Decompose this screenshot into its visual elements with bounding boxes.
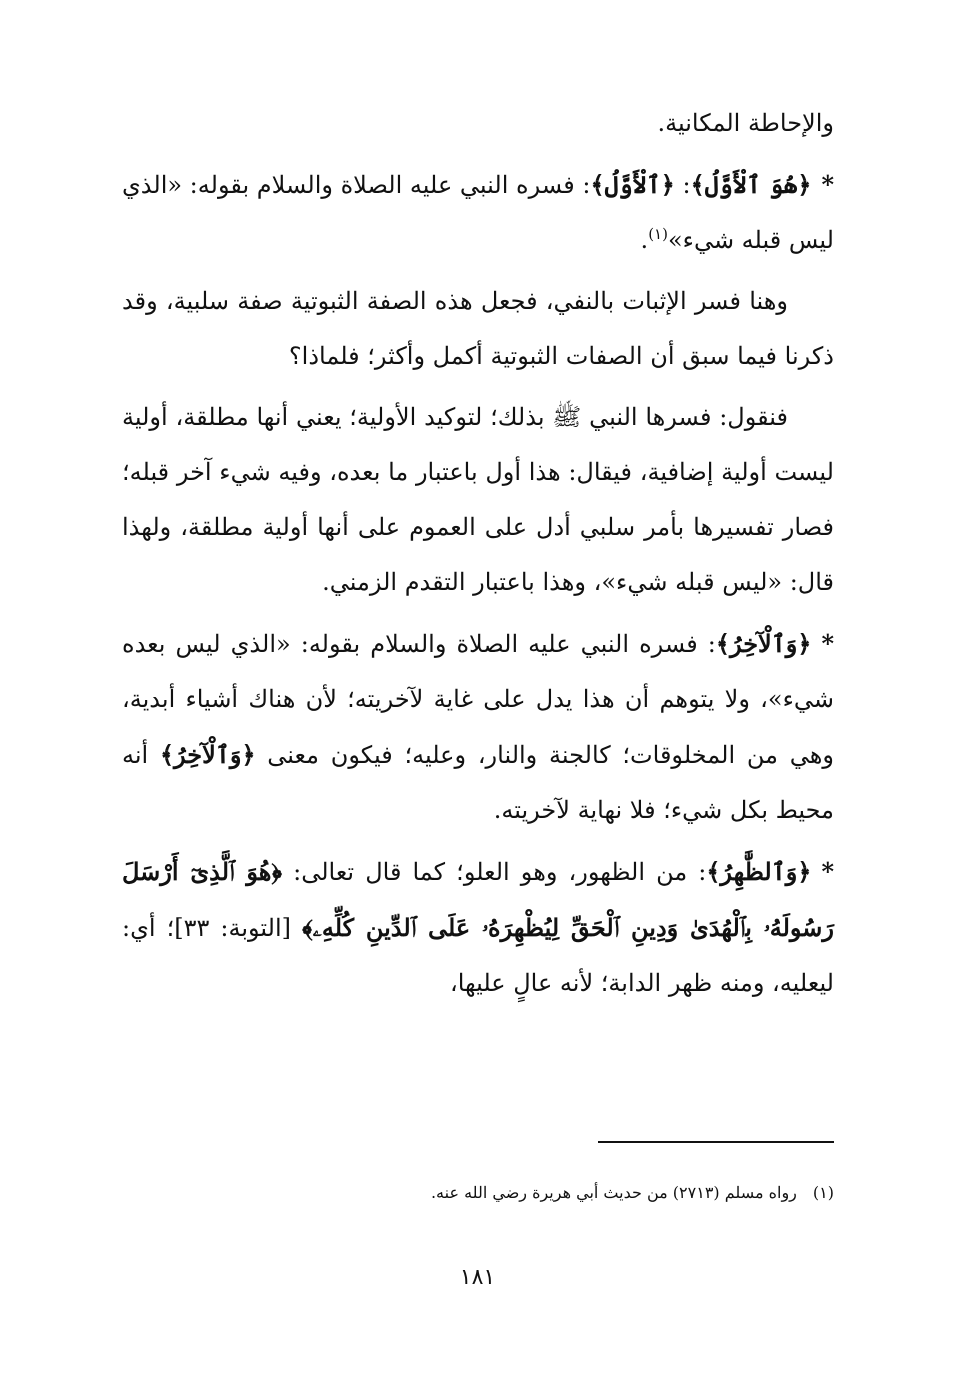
footnote	[122, 1182, 834, 1204]
quran-quote: ﴿وَٱلظَّٰهِرُ﴾	[706, 857, 812, 886]
paragraph-1-text: والإحاطة المكانية.	[657, 109, 834, 137]
quran-quote: ﴿ٱلْأَوَّلُ﴾	[590, 170, 675, 199]
paragraph-6-text-2: [التوبة: ٣٣]؛ أي: ليعليه، ومنه ظهر الدابة؛ لأنه عالٍ عليها،	[122, 914, 834, 997]
quran-quote: ﴿وَٱلْآخِرُ﴾	[159, 740, 256, 769]
paragraph-4	[122, 390, 834, 610]
quran-verse: ﴿هُوَ ٱلَّذِىٓ أَرْسَلَ رَسُولَهُۥ بِٱلْهُدَىٰ وَدِينِ ٱلْحَقِّ لِيُظْهِرَهُۥ عَلَى ٱلدِّينِ كُلِّهِۦ﴾	[122, 857, 834, 942]
paragraph-5-text-2: أنه محيط بكل شيء؛ فلا نهاية لآخريته.	[122, 741, 834, 824]
footnote-reference: (١)	[648, 225, 668, 243]
separator: :	[674, 171, 691, 199]
paragraph-1	[122, 96, 834, 151]
footnote-number: (١)	[812, 1183, 834, 1202]
paragraph-5-text: : فسره النبي عليه الصلاة والسلام بقوله: «الذي ليس بعده شيء»، ولا يتوهم أن هذا يدل على غاية لآخريته؛ لأن هناك أشياء أبدية، وهي من المخلوقات؛ كالجنة والنار، وعليه؛ فيكون معنى	[122, 630, 835, 769]
paragraph-2-text: : فسره النبي عليه الصلاة والسلام بقوله: «الذي ليس قبله شيء»	[122, 171, 834, 254]
paragraph-6-text: : من الظهور، وهو العلو؛ كما قال تعالى:	[293, 858, 707, 886]
star-bullet: *	[821, 629, 834, 658]
paragraph-5	[122, 616, 834, 838]
paragraph-2	[122, 157, 834, 268]
main-text	[122, 96, 834, 1011]
footnote-separator	[598, 1141, 834, 1143]
paragraph-3	[122, 274, 834, 384]
quran-quote: ﴿هُوَ ٱلْأَوَّلُ﴾	[690, 170, 812, 199]
page-number: ١٨١	[459, 1265, 496, 1290]
paragraph-4-text: فنقول: فسرها النبي ﷺ بذلك؛ لتوكيد الأولية؛ يعني أنها مطلقة، أولية ليست أولية إضافية، فيقال: هذا أول باعتبار ما بعده، وفيه شيء آخر قبله؛ فصار تفسيرها بأمر سلبي أدل على العموم على أنها أولية مطلقة، ولهذا قال: «ليس قبله شيء»، وهذا باعتبار التقدم الزمني.	[122, 403, 834, 596]
quran-quote: ﴿وَٱلْآخِرُ﴾	[715, 629, 812, 658]
footnote-text: رواه مسلم (٢٧١٣) من حديث أبي هريرة رضي الله عنه.	[430, 1183, 797, 1202]
paragraph-6	[122, 844, 834, 1011]
period: .	[640, 226, 649, 254]
paragraph-3-text: وهنا فسر الإثبات بالنفي، فجعل هذه الصفة الثبوتية صفة سلبية، وقد ذكرنا فيما سبق أن الصفات الثبوتية أكمل وأكثر؛ فلماذا؟	[122, 287, 834, 370]
star-bullet: *	[821, 857, 835, 886]
star-bullet: *	[821, 170, 835, 199]
